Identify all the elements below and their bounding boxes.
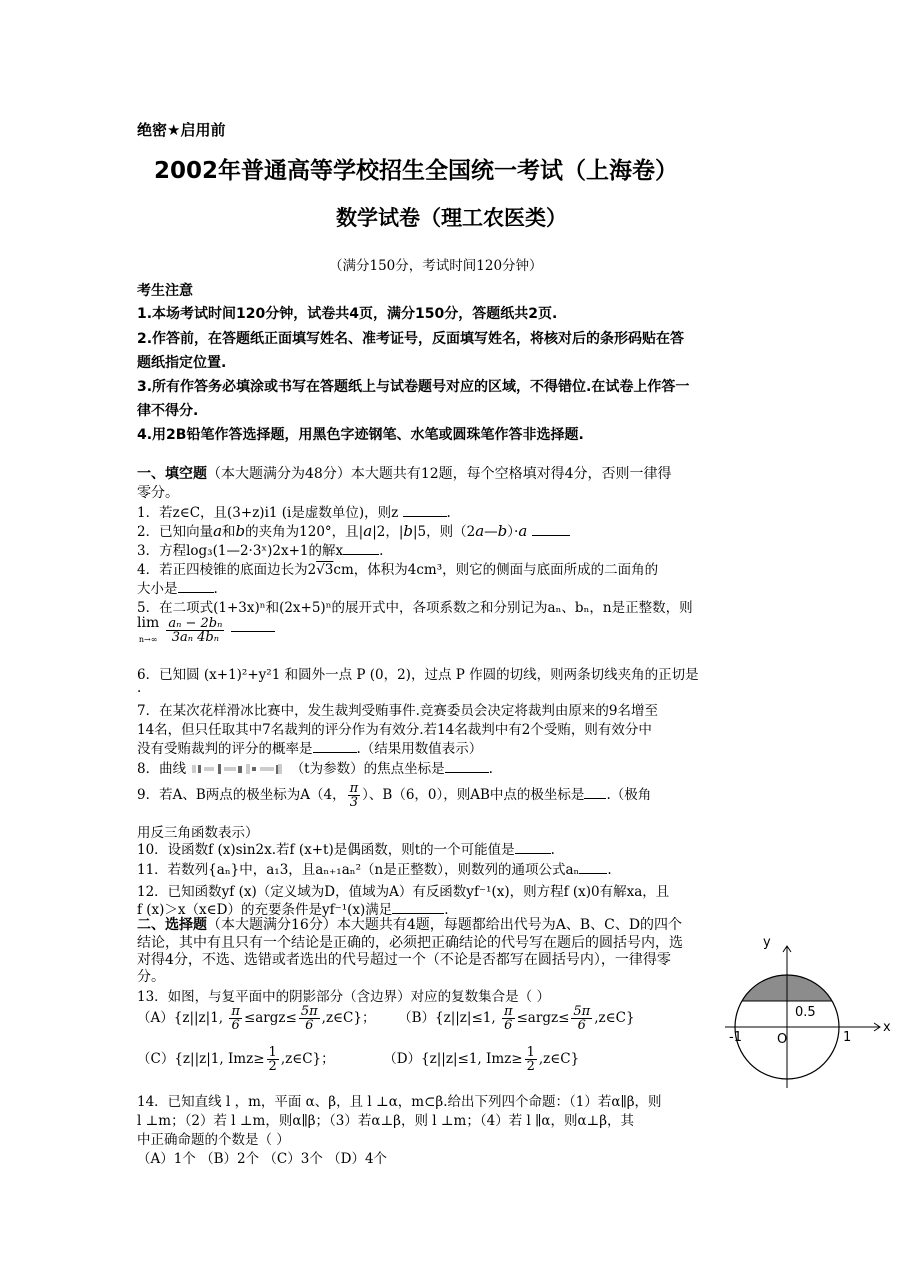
parametric-equation-image (190, 763, 286, 777)
q13-options-ab (137, 1005, 635, 1045)
q2-text: |2，| (372, 524, 404, 540)
q13-options-cd (137, 1046, 579, 1086)
fraction-numerator: 1 (526, 1045, 535, 1060)
question-11: 11．若数列{aₙ}中，a₁3，且aₙ₊₁aₙ²（n是正整数），则数列的通项公式aₙ . (137, 862, 612, 878)
option-d: （D）{z||z|≤1, Imz≥ (383, 1051, 523, 1067)
question-5-limit (137, 615, 275, 659)
q2-text: — (484, 524, 498, 540)
notice-item: 律不得分. (137, 403, 199, 419)
answer-blank (313, 751, 357, 753)
label-neg1: -1 (729, 1030, 742, 1045)
question-8: 8．曲线 （t为参数）的焦点坐标是 . (137, 761, 493, 777)
fraction-denominator: 3 (349, 795, 359, 810)
question-12: 12．已知函数yf (x)（定义域为D，值域为A）有反函数yf⁻¹(x)，则方程f (x)0有解xa，且 (137, 884, 670, 900)
section1-desc: （本大题满分为48分）本大题共有12题，每个空格填对得4分，否则一律得 (207, 466, 672, 482)
fraction-denominator: 2 (526, 1059, 535, 1074)
question-10: 10．设函数f (x)sin2x.若f (x+t)是偶函数，则t的一个可能值是 . (137, 842, 555, 858)
fraction-5pi-6 (571, 1005, 592, 1032)
fraction-denominator: 6 (504, 1018, 513, 1033)
question-2 (137, 520, 570, 540)
answer-blank (445, 771, 489, 773)
q9-text: 9．若A、B两点的极坐标为A（4， (137, 787, 346, 803)
answer-blank (584, 797, 606, 799)
option-a: ≤argz≤ (243, 1010, 297, 1026)
fraction-numerator: aₙ − 2bₙ (168, 616, 223, 631)
answer-blank (532, 534, 570, 536)
question-9-cont: 用反三角函数表示） (137, 825, 259, 841)
section1-title: 一、填空题 (137, 466, 207, 482)
shaded-region (720, 975, 900, 1001)
label-0-5: 0.5 (795, 1005, 816, 1020)
question-7: 7．在某次花样滑冰比赛中，发生裁判受贿事件.竞赛委员会决定将裁判由原来的9名增至 (137, 703, 658, 719)
q11-text: 11．若数列{aₙ}中，a₁3，且aₙ₊₁aₙ²（n是正整数），则数列的通项公式aₙ (137, 862, 580, 878)
fraction-numerator: π (349, 781, 359, 796)
answer-blank (178, 591, 214, 593)
q6-period: . (137, 680, 142, 696)
option-a: ,z∈C}； (321, 1010, 376, 1026)
notice-item: 4.用2B铅笔作答选择题，用黑色字迹钢笔、水笔或圆珠笔作答非选择题. (137, 427, 584, 443)
section2-desc: 分。 (137, 969, 165, 985)
section2-desc: 对得4分，不选、选错或者选出的代号超过一个（不论是否都写在圆括号内），一律得零 (137, 952, 671, 968)
fraction-pi-6 (502, 1005, 515, 1032)
fraction-denominator: 3aₙ 4bₙ (171, 630, 219, 645)
lim-text: lim (137, 615, 160, 631)
question-12-cont: f (x)＞x（x∈D）的充要条件是yf⁻¹(x)满足 . (137, 902, 449, 918)
section1-header (137, 463, 672, 483)
question-14-options: （A）1个 （B）2个 （C）3个 （D）4个 (137, 1151, 388, 1167)
answer-blank (515, 852, 551, 854)
q9-text: .（极角 (606, 787, 652, 803)
q8-text: （t为参数）的焦点坐标是 (290, 761, 445, 777)
q9-text: ）、B（6，0），则AB中点的极坐标是 (362, 787, 585, 803)
label-1: 1 (843, 1030, 852, 1045)
origin-label: O (777, 1032, 788, 1047)
q2-text: |5，则（2 (412, 524, 476, 540)
q1-text: 1．若z∈C，且(3+z)i1 (i是虚数单位)，则z (137, 505, 399, 521)
lim-sub: n→∞ (138, 635, 158, 644)
secret-label: 绝密★启用前 (137, 121, 226, 139)
question-14-line3: 中正确命题的个数是（ ） (137, 1132, 290, 1148)
notice-item: 题纸指定位置. (137, 355, 227, 371)
notice-item: 2.作答前，在答题纸正面填写姓名、准考证号，反面填写姓名，将核对后的条形码贴在答 (137, 331, 685, 347)
limit-symbol (137, 615, 159, 646)
question-13: 13．如图，与复平面中的阴影部分（含边界）对应的复数集合是（ ） (137, 989, 550, 1005)
section1-desc2: 零分。 (137, 485, 179, 501)
vector-b: b (497, 522, 508, 540)
q7-text: .（结果用数值表示） (356, 741, 483, 757)
q4-text: 大小是 (137, 581, 178, 597)
fraction-numerator: 1 (268, 1045, 277, 1060)
section2-desc: （本大题满分16分）本大题共有4题，每题都给出代号为A、B、C、D的四个 (207, 917, 683, 933)
option-b: ≤argz≤ (516, 1010, 570, 1026)
sqrt-3: √3 (316, 562, 334, 578)
q4-text: 4．若正四棱锥的底面边长为2 (137, 562, 317, 578)
y-label: y (763, 935, 771, 950)
fraction-numerator: 5π (573, 1004, 591, 1019)
answer-blank (231, 630, 275, 632)
question-4-cont: 大小是 . (137, 581, 218, 597)
fraction-pi-6 (229, 1005, 242, 1032)
option-b: ,z∈C} (594, 1010, 635, 1026)
fraction-denominator: 6 (231, 1018, 240, 1033)
q12-text: f (x)＞x（x∈D）的充要条件是yf⁻¹(x)满足 (137, 902, 393, 918)
question-7-line2: 14名，但只任取其中7名裁判的评分作为有效分.若14名裁判中有2个受贿，则有效分中 (137, 722, 652, 738)
q2-text: 和 (222, 524, 236, 540)
section2-header (137, 914, 682, 934)
vector-a: a (363, 522, 373, 540)
q2-text: ）· (507, 524, 519, 540)
vector-a: a (213, 522, 223, 540)
section2-desc: 结论，其中有且只有一个结论是正确的，必须把正确结论的代号写在题后的圆括号内，选 (137, 935, 683, 951)
question-3: 3．方程log₃(1—2·3ˣ)2x+1的解x . (137, 543, 384, 559)
score-note: （满分150分，考试时间120分钟） (329, 258, 543, 274)
answer-blank (343, 553, 379, 555)
question-9 (137, 782, 651, 822)
fraction-1-2 (525, 1046, 537, 1073)
exam-title: 2002年普通高等学校招生全国统一考试（上海卷） (154, 158, 679, 184)
notice-heading: 考生注意 (137, 283, 193, 299)
fraction-numerator: π (231, 1004, 240, 1019)
notice-item: 1.本场考试时间120分钟，试卷共4页，满分150分，答题纸共2页. (137, 306, 558, 322)
notice-item: 3.所有作答务必填涂或书写在答题纸上与试卷题号对应的区域，不得错位.在试卷上作答一 (137, 379, 690, 395)
vector-a: a (518, 522, 528, 540)
question-6: 6．已知圆 (x+1)²+y²1 和圆外一点 P (0，2)，过点 P 作圆的切线，则两条切线夹角的正切是 (137, 667, 699, 683)
question-14-line2: l ⊥m；（2）若 l ⊥m，则α∥β；（3）若α⊥β，则 l ⊥m；（4）若 l ∥α，则α⊥β，其 (137, 1113, 635, 1129)
q4-text: cm，体积为4cm³，则它的侧面与底面所成的二面角的 (333, 562, 659, 578)
limit-fraction (166, 617, 224, 644)
q2-text: 2．已知向量 (137, 524, 214, 540)
q8-text: 8．曲线 (137, 761, 187, 777)
q7-text: 没有受贿裁判的评分的概率是 (137, 741, 313, 757)
answer-blank (403, 515, 447, 517)
option-c: ,z∈C}； (280, 1051, 335, 1067)
complex-plane-figure (720, 930, 900, 1090)
exam-subtitle: 数学试卷（理工农医类） (336, 206, 567, 230)
question-7-line3 (137, 737, 482, 757)
fraction-denominator: 6 (305, 1018, 314, 1033)
question-1: 1．若z∈C，且(3+z)i1 (i是虚数单位)，则z . (137, 505, 451, 521)
q10-text: 10．设函数f (x)sin2x.若f (x+t)是偶函数，则t的一个可能值是 (137, 842, 515, 858)
section2-title: 二、选择题 (137, 917, 207, 933)
question-5: 5．在二项式(1+3x)ⁿ和(2x+5)ⁿ的展开式中，各项系数之和分别记为aₙ、bₙ，n是正整数，则 (137, 600, 693, 616)
fraction-numerator: 5π (300, 1004, 318, 1019)
vector-a: a (475, 522, 485, 540)
garbled-formula-icon (190, 761, 286, 777)
question-4 (137, 558, 658, 578)
answer-blank (579, 872, 607, 874)
q2-text: 的夹角为120°，且| (245, 524, 364, 540)
pi-over-3 (348, 782, 361, 809)
option-a: （A）{z||z|1, (137, 1010, 224, 1026)
option-b: （B）{z||z|≤1, (398, 1010, 496, 1026)
vector-b: b (235, 522, 246, 540)
question-14: 14．已知直线 l ，m，平面 α、β，且 l ⊥α，m⊂β.给出下列四个命题：（1）若α∥β，则 (137, 1094, 662, 1110)
vector-b: b (403, 522, 413, 540)
fraction-5pi-6 (299, 1005, 320, 1032)
fraction-denominator: 2 (268, 1059, 277, 1074)
x-label: x (883, 1020, 891, 1035)
option-d: ,z∈C} (538, 1051, 580, 1067)
fraction-numerator: π (503, 1004, 513, 1019)
option-c: （C）{z||z|1, Imz≥ (137, 1051, 265, 1067)
fraction-denominator: 6 (577, 1018, 586, 1033)
q3-text: 3．方程log₃(1—2·3ˣ)2x+1的解x (137, 543, 344, 559)
fraction-1-2 (267, 1046, 279, 1073)
